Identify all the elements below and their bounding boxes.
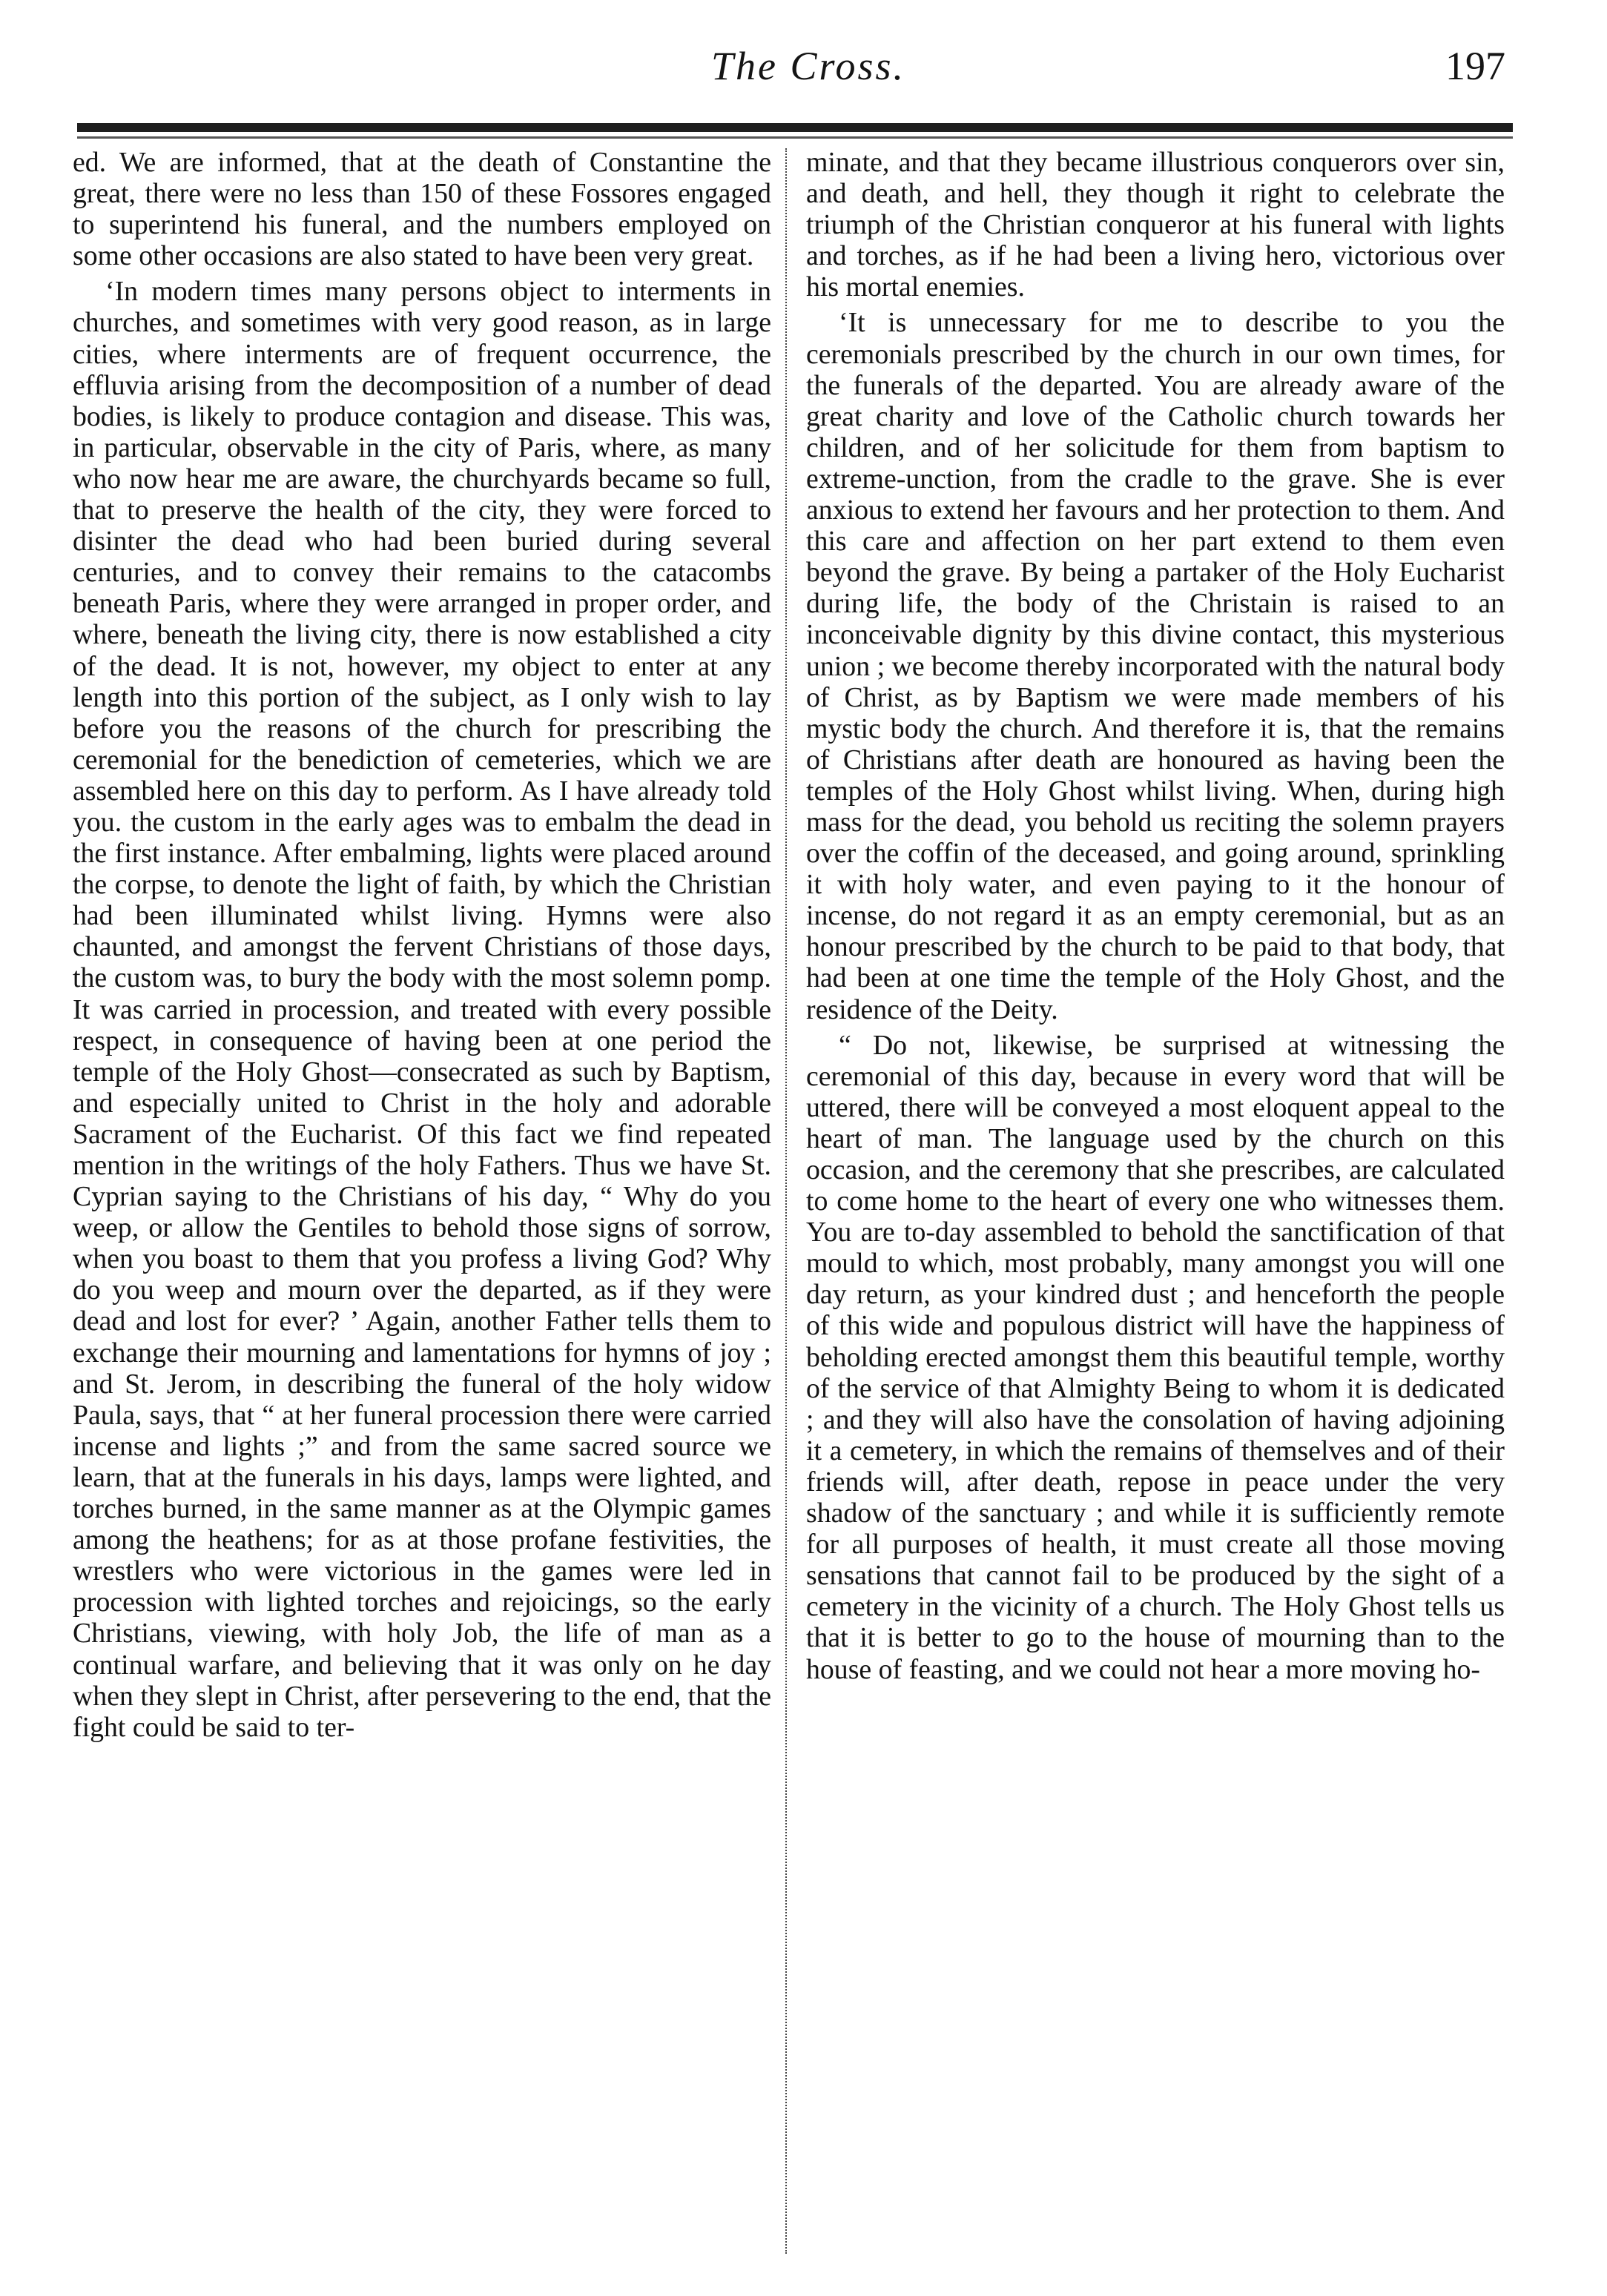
column-divider: [785, 148, 787, 2254]
paragraph: ed. We are informed, that at the death of Constantine the great, there were no less than 150 of these Fossores engaged to superintend his funeral, and the numbers employed on some other occasions are also stated to have been very great.: [73, 147, 771, 272]
paragraph: ‘It is unnecessary for me to describe to you the ceremonials prescribed by the church in our own times, for the funerals of the departed. You are already aware of the great charity and love of the Catholic church towards her children, and of her solicitude for them from baptism to extreme-unction, from the cradle to the grave. She is ever anxious to extend her favours and her protection to them. And this care and affection on her part extend to them even beyond the grave. By being a partaker of the Holy Eucharist during life, the body of the Christain is raised to an inconceivable dignity by this divine contact, this mysterious union ; we become thereby incorporated with the natural body of Christ, as by Baptism we were made members of his mystic body the church. And therefore it is, that the remains of Christians after death are honoured as having been the temples of the Holy Ghost whilst living. When, during high mass for the dead, you behold us reciting the solemn prayers over the coffin of the deceased, and going around, sprinkling it with holy water, and even paying to it the honour of incense, do not regard it as an empty ceremonial, but as an honour prescribed by the church to be paid to that body, that had been at one time the temple of the Holy Ghost, and the residence of the Deity.: [806, 307, 1505, 1025]
paragraph: ‘In modern times many persons object to interments in churches, and sometimes with very good reason, as in large cities, where interments are of frequent occurrence, the effluvia arising from the decomposition of a number of dead bodies, is likely to produce contagion and disease. This was, in particular, observable in the city of Paris, where, as many who now hear me are aware, the churchyards became so full, that to preserve the health of the city, they were forced to disinter the dead who had been buried during several centuries, and to convey their remains to the catacombs beneath Paris, where they were arranged in proper order, and where, beneath the living city, there is now established a city of the dead. It is not, however, my object to enter at any length into this portion of the subject, as I only wish to lay before you the reasons of the church for prescribing the ceremonial for the benediction of cemeteries, which we are assembled here on this day to perform. As I have already told you. the custom in the early ages was to embalm the dead in the first instance. After embalming, lights were placed around the corpse, to denote the light of faith, by which the Christian had been illuminated whilst living. Hymns were also chaunted, and amongst the fervent Christians of those days, the custom was, to bury the body with the most solemn pomp. It was carried in procession, and treated with every possible respect, in consequence of having been at one period the temple of the Holy Ghost—consecrated as such by Baptism, and especially united to Christ in the holy and adorable Sacrament of the Eucharist. Of this fact we find repeated mention in the writings of the holy Fathers. Thus we have St. Cyprian saying to the Christians of his day, “ Why do you weep, or allow the Gentiles to behold those signs of sorrow, when you boast to them that you profess a living God? Why do you weep and mourn over the departed, as if they were dead and lost for ever? ’ Again, another Father tells them to exchange their mourning and lamentations for hymns of joy ; and St. Jerom, in describing the funeral of the holy widow Paula, says, that “ at her funeral procession there were carried incense and lights ;” and from the same sacred source we learn, that at the funerals in his days, lamps were lighted, and torches burned, in the same manner as at the Olympic games among the heathens; for as at those profane festivities, the wrestlers who were victorious in the games were led in procession with lighted torches and rejoicings, so the early Christians, viewing, with holy Job, the life of man as a continual warfare, and believing that it was only on he day when they slept in Christ, after persevering to the end, that the fight could be said to ter-: [73, 276, 771, 1743]
header-rule: [77, 123, 1513, 132]
paragraph: minate, and that they became illustrious conquerors over sin, and death, and hell, they though it right to celebrate the triumph of the Christian conqueror at his funeral with lights and torches, as if he had been a living hero, victorious over his mortal enemies.: [806, 147, 1505, 303]
running-title: The Cross.: [710, 44, 906, 88]
header-rule-thin: [77, 136, 1513, 139]
page-header: [74, 39, 1513, 105]
page-number: 197: [1445, 44, 1505, 88]
paragraph: “ Do not, likewise, be surprised at witnessing the ceremonial of this day, because in every word that will be uttered, there will be conveyed a most eloquent appeal to the heart of man. The language used by the church on this occasion, and the ceremony that she prescribes, are calculated to come home to the heart of every one who witnesses them. You are to-day assembled to behold the sanctification of that mould to which, most probably, many amongst you will one day return, as your kindred dust ; and henceforth the people of this wide and populous district will have the happiness of beholding erected amongst them this beautiful temple, worthy of the service of that Almighty Being to whom it is dedicated ; and they will also have the consolation of having adjoining it a cemetery, in which the remains of themselves and of their friends will, after death, repose in peace under the very shadow of the sanctuary ; and while it is sufficiently remote for all purposes of health, it must create all those moving sensations that cannot fail to be produced by the sight of a cemetery in the vicinity of a church. The Holy Ghost tells us that it is better to go to the house of mourning than to the house of feasting, and we could not hear a more moving ho-: [806, 1029, 1505, 1685]
right-column: [806, 147, 1505, 2267]
left-column: [73, 147, 771, 2267]
